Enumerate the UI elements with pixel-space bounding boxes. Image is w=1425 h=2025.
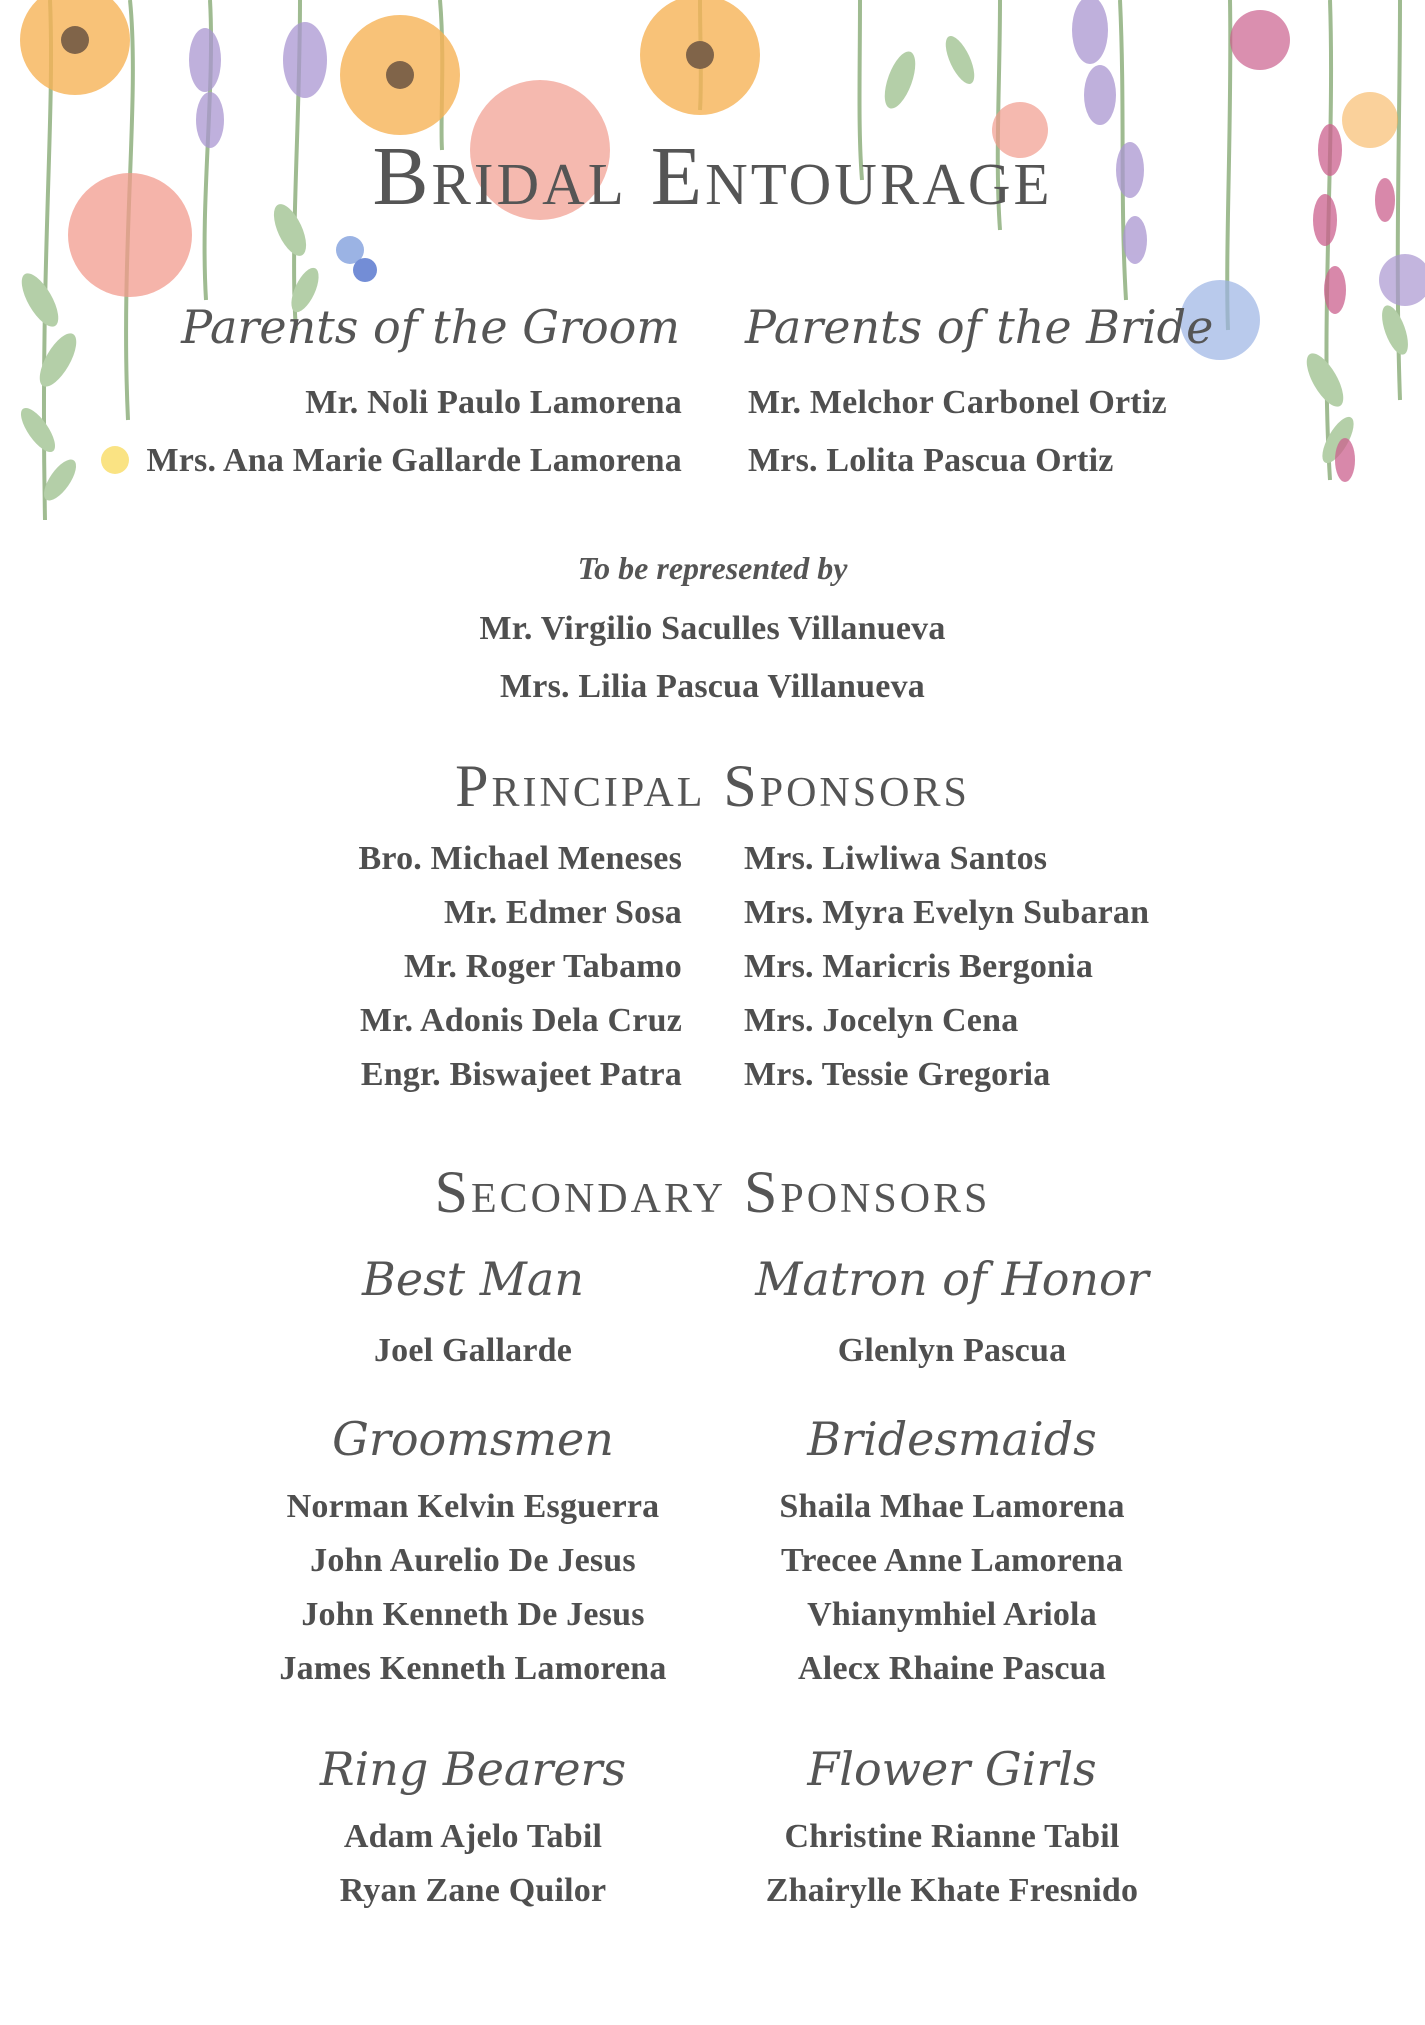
- representative-1: Mr. Virgilio Saculles Villanueva: [479, 610, 946, 647]
- represented-label: To be represented by: [577, 550, 848, 586]
- list-item: Mrs. Jocelyn Cena: [744, 1002, 1019, 1039]
- representative-2: Mrs. Lilia Pascua Villanueva: [500, 668, 925, 705]
- list-item: Mrs. Liwliwa Santos: [744, 840, 1048, 877]
- list-item: Mrs. Maricris Bergonia: [744, 948, 1094, 985]
- list-item: Engr. Biswajeet Patra: [360, 1056, 682, 1093]
- parent-groom-mother: Mrs. Ana Marie Gallarde Lamorena: [146, 442, 682, 479]
- principal-sponsors-heading: Principal Sponsors: [455, 753, 970, 819]
- matron-label: Matron of Honor: [755, 1252, 1149, 1306]
- list-item: Mr. Edmer Sosa: [444, 894, 682, 931]
- matron-name: Glenlyn Pascua: [837, 1332, 1067, 1369]
- list-item: Mr. Roger Tabamo: [403, 948, 682, 985]
- principal-sponsors-right: [744, 842, 1149, 1112]
- secondary-sponsors-heading: Secondary Sponsors: [434, 1159, 991, 1225]
- parent-bride-father: Mr. Melchor Carbonel Ortiz: [748, 384, 1167, 421]
- list-item: Ryan Zane Quilor: [339, 1872, 607, 1909]
- flower-girls-label: Flower Girls: [807, 1742, 1097, 1796]
- list-item: Bro. Michael Meneses: [358, 840, 682, 877]
- list-item: Zhairylle Khate Fresnido: [765, 1872, 1139, 1909]
- list-item: Trecee Anne Lamorena: [780, 1542, 1124, 1579]
- best-man-label: Best Man: [362, 1252, 584, 1306]
- ring-bearers-list: [233, 1820, 713, 1928]
- list-item: Norman Kelvin Esguerra: [286, 1488, 660, 1525]
- list-item: Christine Rianne Tabil: [784, 1818, 1120, 1855]
- principal-sponsors-left: [359, 842, 682, 1112]
- ring-bearers-label: Ring Bearers: [319, 1742, 627, 1796]
- parent-groom-father: Mr. Noli Paulo Lamorena: [305, 384, 682, 421]
- list-item: James Kenneth Lamorena: [279, 1650, 667, 1687]
- parent-bride-mother: Mrs. Lolita Pascua Ortiz: [748, 442, 1114, 479]
- list-item: Alecx Rhaine Pascua: [798, 1650, 1106, 1687]
- best-man-name: Joel Gallarde: [373, 1332, 573, 1369]
- list-item: Adam Ajelo Tabil: [343, 1818, 603, 1855]
- groomsmen-list: [233, 1490, 713, 1706]
- list-item: John Kenneth De Jesus: [301, 1596, 645, 1633]
- parents-groom-label: Parents of the Groom: [181, 300, 680, 354]
- groomsmen-label: Groomsmen: [332, 1412, 614, 1466]
- bridesmaids-label: Bridesmaids: [807, 1412, 1097, 1466]
- list-item: John Aurelio De Jesus: [310, 1542, 636, 1579]
- list-item: Mr. Adonis Dela Cruz: [360, 1002, 682, 1039]
- list-item: Mrs. Myra Evelyn Subaran: [744, 894, 1150, 931]
- page-title: Bridal Entourage: [372, 130, 1053, 223]
- list-item: Mrs. Tessie Gregoria: [744, 1056, 1051, 1093]
- flower-girls-list: [712, 1820, 1192, 1928]
- bridesmaids-list: [712, 1490, 1192, 1706]
- list-item: Shaila Mhae Lamorena: [779, 1488, 1125, 1525]
- list-item: Vhianymhiel Ariola: [807, 1596, 1097, 1633]
- parents-bride-label: Parents of the Bride: [745, 300, 1214, 354]
